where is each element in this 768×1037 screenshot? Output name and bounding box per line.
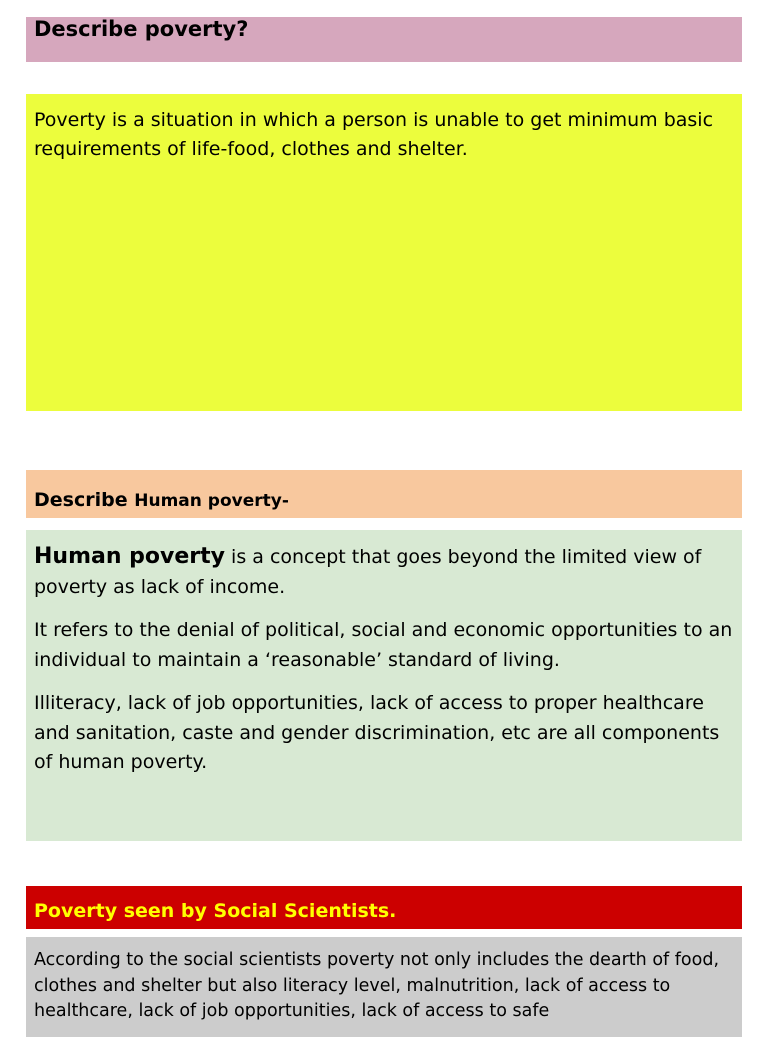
heading-word: Describe bbox=[34, 489, 128, 511]
section-heading-human-poverty bbox=[26, 470, 742, 518]
section-body-human-poverty bbox=[26, 530, 742, 841]
heading-text: Describe poverty? bbox=[34, 17, 249, 41]
section-body-poverty-definition bbox=[26, 94, 742, 411]
heading-text: Poverty seen by Social Scientists. bbox=[34, 900, 397, 922]
paragraph-1 bbox=[34, 542, 734, 602]
paragraph-3: Illiteracy, lack of job opportunities, lack of access to proper healthcare and sanitation, caste and gender discrimination, etc are all components of human poverty. bbox=[34, 692, 720, 773]
body-text: Poverty is a situation in which a person is unable to get minimum basic requirements of life-food, clothes and shelter. bbox=[34, 109, 714, 160]
body-text: According to the social scientists poverty not only includes the dearth of food, clothes and shelter but also literacy level, malnutrition, lack of access to healthcare, lack of job opportunities, lack of access to safe bbox=[34, 950, 720, 1021]
section-body-social-scientists bbox=[26, 937, 742, 1037]
section-heading-social-scientists bbox=[26, 886, 742, 929]
lead-term: Human poverty bbox=[34, 544, 225, 569]
heading-subject: Human poverty- bbox=[134, 491, 289, 511]
paragraph-2: It refers to the denial of political, social and economic opportunities to an individual to maintain a ‘reasonable’ standard of living. bbox=[34, 619, 733, 671]
heading-text bbox=[34, 488, 289, 513]
section-heading-describe-poverty bbox=[26, 17, 742, 62]
paragraph-1-text: is a concept that goes beyond the limited view of poverty as lack of income. bbox=[34, 546, 702, 598]
